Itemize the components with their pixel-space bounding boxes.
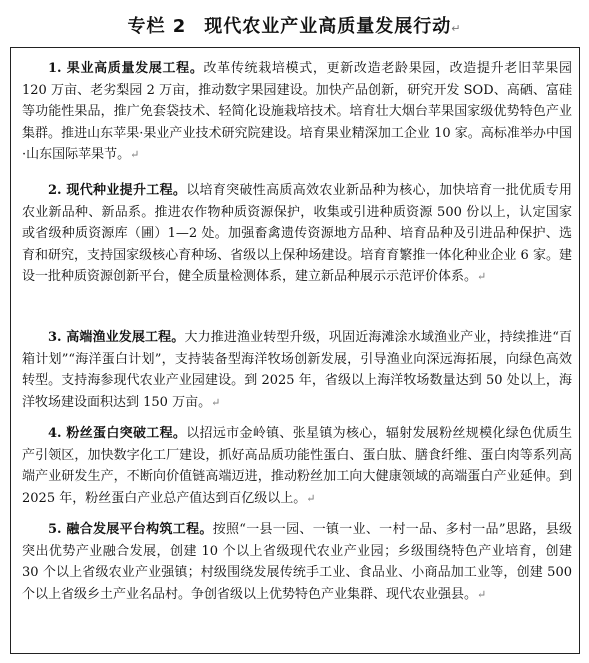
project-body: 改革传统栽培模式，更新改造老龄果园，改造提升老旧苹果园 120 万亩、老劣梨园 2 万亩，推动数字果园建设。加快产品创新，研究开发 SOD、高硒、富硅等功能性果品，推广免套袋技术、轻简化设施栽培技术。培育壮大烟台苹果国家级优势特色产业集群。推进山东苹果·果业产业技术研究院建设。培育果业精深加工企业 10 家。高标准举办中国·山东国际苹果节。 — [22, 61, 572, 162]
project-heading: 2. 现代种业提升工程。 — [48, 183, 187, 198]
project-body: 以培育突破性高质高效农业新品种为核心，加快培育一批优质专用农业新品种、新品系。推进农作物种质资源保护，收集或引进种质资源 500 份以上，认定国家或省级种质资源库（圃）1—2 处。加强畜禽遗传资源地方品种、培育品种及引进品种保护、选育和研究，支持国家级核心育种场、省级以上保种场建设。培育育繁推一体化种业企业 6 家。建设一批种质资源创新平台，健全质量检测体系，建立新品种展示示范评价体系。 — [22, 183, 572, 284]
project-item-2 — [22, 180, 572, 288]
column-title — [0, 12, 589, 38]
project-item-3 — [22, 327, 572, 413]
paragraph-mark-icon: ↵ — [211, 395, 221, 409]
project-item-4 — [22, 423, 572, 509]
project-body: 以招远市金岭镇、张星镇为核心，辐射发展粉丝规模化绿色优质生产引领区，加快数字化工厂建设，抓好高品质功能性蛋白、蛋白肽、膳食纤维、蛋白肉等系列高端产业研发生产，不断向价值链高端迈进，推动粉丝加工向大健康领域的高端蛋白产业延伸。到 2025 年，粉丝蛋白产业总产值达到百亿级以上。 — [22, 426, 572, 506]
paragraph-mark-icon: ↵ — [477, 270, 487, 283]
project-heading: 4. 粉丝蛋白突破工程。 — [48, 426, 187, 441]
column-heading: 现代农业产业高质量发展行动 — [204, 16, 452, 37]
project-heading: 5. 融合发展平台构筑工程。 — [48, 522, 213, 537]
project-item-1 — [22, 58, 572, 166]
project-heading: 3. 高端渔业发展工程。 — [48, 330, 185, 345]
project-heading: 1. 果业高质量发展工程。 — [48, 61, 204, 76]
project-body: 大力推进渔业转型升级，巩固近海滩涂水域渔业产业，持续推进“百箱计划”“海洋蛋白计划”，支持装备型海洋牧场创新发展，引导渔业向深远海拓展，向绿色高效转型。支持海参现代农业产业园建设。到 2025 年，省级以上海洋牧场数量达到 50 处以上，海洋牧场建设面积达到 150 万亩。 — [22, 330, 572, 410]
paragraph-mark-icon: ↵ — [130, 148, 140, 161]
paragraph-mark-icon: ↵ — [477, 587, 487, 601]
project-item-5 — [22, 519, 572, 605]
paragraph-mark-icon: ↵ — [306, 491, 316, 505]
column-label: 专栏 2 — [127, 16, 187, 37]
project-body: 按照“一县一园、一镇一业、一村一品、多村一品”思路，县级突出优势产业融合发展，创建 10 个以上省级现代农业产业园；乡级围绕特色产业培育，创建 30 个以上省级农业产业强镇；村级围绕发展传统手工业、食品业、小商品加工业等，创建 500 个以上省级乡土产业名品村。争创省级以上优势特色产业集群、现代农业强县。 — [22, 522, 572, 602]
paragraph-mark-icon: ↵ — [451, 22, 462, 35]
